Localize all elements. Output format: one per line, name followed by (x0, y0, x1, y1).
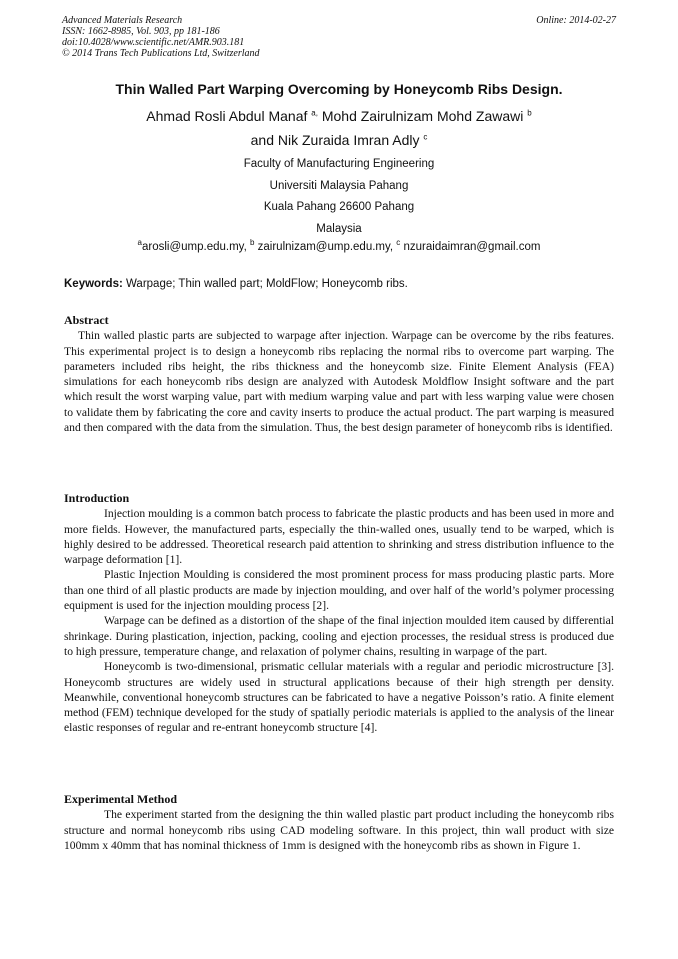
intro-paragraph-3: Warpage can be defined as a distortion of the shape of the final injection moulded item caused by differential shrinkage. During plastication, injection, packing, cooling and ejection processes, the residual stress is produced due to high pressure, temperature change, and relaxation of polymer chains, resulting in warpage of the part. (64, 614, 614, 658)
author-line-2 (40, 128, 638, 152)
author-2-marker: b (527, 108, 532, 118)
affiliation (40, 154, 638, 240)
affiliation-country: Malaysia (316, 222, 362, 235)
experimental-section (64, 792, 614, 853)
issn-line: ISSN: 1662-8985, Vol. 903, pp 181-186 (62, 26, 220, 37)
journal-name: Advanced Materials Research (62, 15, 183, 26)
affiliation-faculty: Faculty of Manufacturing Engineering (243, 158, 435, 170)
author-3: and Nik Zuraida Imran Adly (250, 132, 420, 148)
doi-line: doi:10.4028/www.scientific.net/AMR.903.181 (62, 37, 245, 48)
email-1[interactable]: arosli@ump.edu.my, (142, 241, 247, 253)
intro-paragraph-2: Plastic Injection Moulding is considered the most prominent process for mass producing plastic parts. More than one third of all plastic products are made by injection moulding, and over half of the world’s polymer processing equipment is used for the injection moulding process [2]. (64, 568, 614, 613)
email-3-marker: c (396, 238, 401, 248)
author-2: Mohd Zairulnizam Mohd Zawawi (321, 108, 524, 124)
paper-title: Thin Walled Part Warping Overcoming by Honeycomb Ribs Design. (115, 81, 563, 97)
journal-header (62, 15, 616, 59)
intro-paragraph-1: Injection moulding is a common batch process to fabricate the plastic products and has been used in more and more fields. However, the manufactured parts, especially the thin-walled ones, usually tend to be warped, which is highly desired to be addressed. Theoretical research paid attention to shrinking and stress distribution influence to the warpage deformation [1]. (64, 507, 614, 567)
keywords-text: Warpage; Thin walled part; MoldFlow; Honeycomb ribs. (126, 278, 408, 290)
experimental-paragraph-1: The experiment started from the designing the thin walled plastic part product including the honeycomb ribs structure and normal honeycomb ribs using CAD modeling software. In this project, thin wall product with size 100mm x 40mm that has nominal thickness of 1mm is designed with the honeycomb ribs as shown in Figure 1. (64, 808, 614, 852)
intro-paragraph-4: Honeycomb is two-dimensional, prismatic cellular materials with a regular and periodic microstructure [3]. Honeycomb structures are widely used in structural applications because of their high strength per density. Meanwhile, conventional honeycomb structures can be fabricated to have a negative Poisson’s ratio. A finite element method (FEM) technique developed for the study of spatially periodic materials is applied to the analysis of the linear elastic responses of regular and re-entrant honeycomb structure [4]. (64, 660, 614, 735)
affiliation-city: Kuala Pahang 26600 Pahang (263, 201, 415, 213)
experimental-heading: Experimental Method (64, 792, 177, 806)
abstract-section (64, 313, 614, 435)
email-2[interactable]: zairulnizam@ump.edu.my, (257, 241, 394, 253)
online-date: Online: 2014-02-27 (536, 15, 616, 26)
email-3[interactable]: nzuraidaimran@gmail.com (403, 241, 541, 253)
author-1-marker: a, (311, 108, 318, 118)
introduction-section (64, 491, 614, 736)
abstract-text: Thin walled plastic parts are subjected to warpage after injection. Warpage can be overcome by the ribs features. This experimental project is to design a honeycomb ribs replacing the normal ribs to overcome part warping. The parameters included ribs height, the ribs thickness and the honeycomb size. Finite Element Analysis (FEA) simulations for each honeycomb ribs design are analyzed with Autodesk Moldflow Insight software and the part which result the worst warping value, part with medium warping value and part with less warping value were chosen to validate them by fabricating the core and cavity inserts to produce the actual product. The part warping is measured and then compared with the data from the simulation. Thus, the best design parameter of honeycomb ribs is identified. (64, 329, 614, 435)
author-list (40, 104, 638, 152)
copyright-line: © 2014 Trans Tech Publications Ltd, Switzerland (62, 48, 260, 59)
email-2-marker: b (249, 238, 255, 248)
author-emails (40, 238, 638, 256)
introduction-heading: Introduction (64, 491, 130, 505)
author-3-marker: c (423, 132, 428, 142)
author-line-1 (40, 104, 638, 128)
abstract-heading: Abstract (64, 313, 109, 327)
affiliation-university: Universiti Malaysia Pahang (269, 179, 409, 192)
keywords-label: Keywords: (64, 278, 123, 290)
keywords (64, 276, 624, 292)
email-1-marker: a (137, 238, 142, 248)
author-1: Ahmad Rosli Abdul Manaf (146, 108, 308, 124)
